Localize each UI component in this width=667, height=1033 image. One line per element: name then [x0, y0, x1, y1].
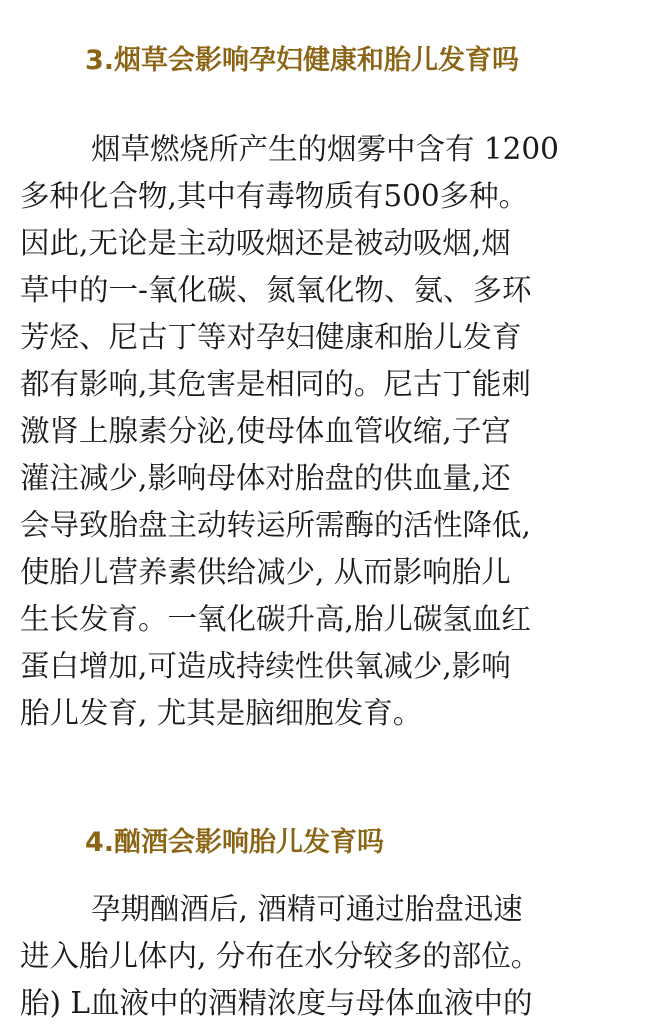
section-body-smoking [20, 126, 559, 737]
body-line: 都有影响,其危害是相同的。尼古丁能刺 [20, 367, 531, 401]
body-line: 烟草燃烧所产生的烟雾中含有 1200 [91, 132, 559, 166]
body-line: 会导致胎盘主动转运所需酶的活性降低, [20, 508, 531, 542]
section-heading-alcohol: 4.酗酒会影响胎儿发育吗 [85, 827, 385, 858]
body-line: 生长发育。一氧化碳升高,胎儿碳氢血红 [20, 602, 531, 636]
body-line: 孕期酗酒后, 酒精可通过胎盘迅速 [91, 892, 523, 926]
body-line: 灌注减少,影响母体对胎盘的供血量,还 [20, 461, 511, 495]
section-heading-smoking: 3.烟草会影响孕妇健康和胎儿发育吗 [85, 45, 520, 76]
body-line: 芳烃、尼古丁等对孕妇健康和胎儿发育 [20, 320, 522, 354]
body-line: 因此,无论是主动吸烟还是被动吸烟,烟 [20, 226, 511, 260]
section-body-alcohol [20, 886, 540, 1027]
body-line: 使胎儿营养素供给减少, 从而影响胎儿 [20, 555, 511, 589]
body-line: 胎) L血液中的酒精浓度与母体血液中的 [20, 986, 533, 1020]
body-line: 草中的一-氧化碳、氮氧化物、氨、多环 [20, 273, 532, 307]
body-line: 多种化合物,其中有毒物质有500多种。 [20, 179, 529, 213]
body-line: 胎儿发育, 尤其是脑细胞发育。 [20, 696, 423, 730]
body-line: 蛋白增加,可造成持续性供氧减少,影响 [20, 649, 511, 683]
body-line: 进入胎儿体内, 分布在水分较多的部位。 [20, 939, 541, 973]
body-line: 激肾上腺素分泌,使母体血管收缩,子宫 [20, 414, 511, 448]
